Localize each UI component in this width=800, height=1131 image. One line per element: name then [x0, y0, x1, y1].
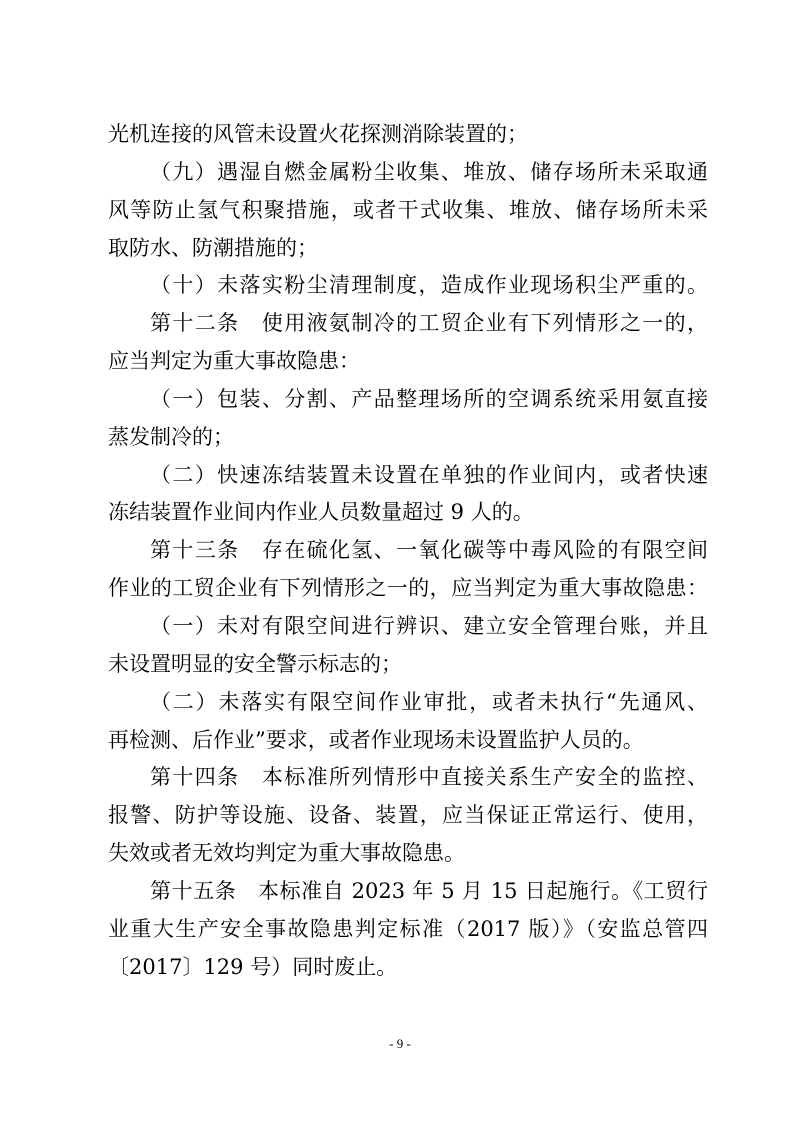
text-line: 第十三条 存在硫化氢、一氧化碳等中毒风险的有限空间	[150, 538, 708, 563]
text-line: 应当判定为重大事故隐患：	[108, 349, 360, 374]
document-body	[108, 116, 708, 986]
text-line: 失效或者无效均判定为重大事故隐患。	[108, 841, 465, 866]
text-line: （二）未落实有限空间作业审批，或者未执行“先通风、	[150, 689, 708, 714]
text-line: 冻结装置作业间内作业人员数量超过 9 人的。	[108, 500, 534, 525]
text-line: 蒸发制冷的；	[108, 424, 234, 449]
text-line: 取防水、防潮措施的；	[108, 235, 318, 260]
text-line: 第十二条 使用液氨制冷的工贸企业有下列情形之一的，	[150, 311, 708, 336]
text-line: （一）未对有限空间进行辨识、建立安全管理台账，并且	[150, 613, 708, 638]
text-line: 再检测、后作业”要求，或者作业现场未设置监护人员的。	[108, 727, 644, 752]
text-line: 作业的工贸企业有下列情形之一的，应当判定为重大事故隐患：	[108, 576, 708, 601]
text-line: （九）遇湿自燃金属粉尘收集、堆放、储存场所未采取通	[150, 159, 708, 184]
text-line: 未设置明显的安全警示标志的；	[108, 651, 402, 676]
text-line: 第十五条 本标准自 2023 年 5 月 15 日起施行。《工贸行	[150, 878, 708, 903]
page-number: - 9 -	[389, 1036, 411, 1051]
text-line: （一）包装、分割、产品整理场所的空调系统采用氨直接	[150, 386, 708, 411]
text-line: 业重大生产安全事故隐患判定标准（2017 版）》（安监总管四	[108, 916, 708, 941]
text-line: （十）未落实粉尘清理制度，造成作业现场积尘严重的。	[150, 273, 708, 298]
text-line: 光机连接的风管未设置火花探测消除装置的；	[108, 122, 528, 146]
text-line: 〔2017〕129 号）同时废止。	[108, 954, 398, 979]
text-line: （二）快速冻结装置未设置在单独的作业间内，或者快速	[150, 462, 708, 487]
text-line: 报警、防护等设施、设备、装置，应当保证正常运行、使用，	[108, 803, 708, 828]
text-line: 第十四条 本标准所列情形中直接关系生产安全的监控、	[150, 765, 708, 790]
text-line: 风等防止氢气积聚措施，或者干式收集、堆放、储存场所未采	[108, 197, 708, 222]
